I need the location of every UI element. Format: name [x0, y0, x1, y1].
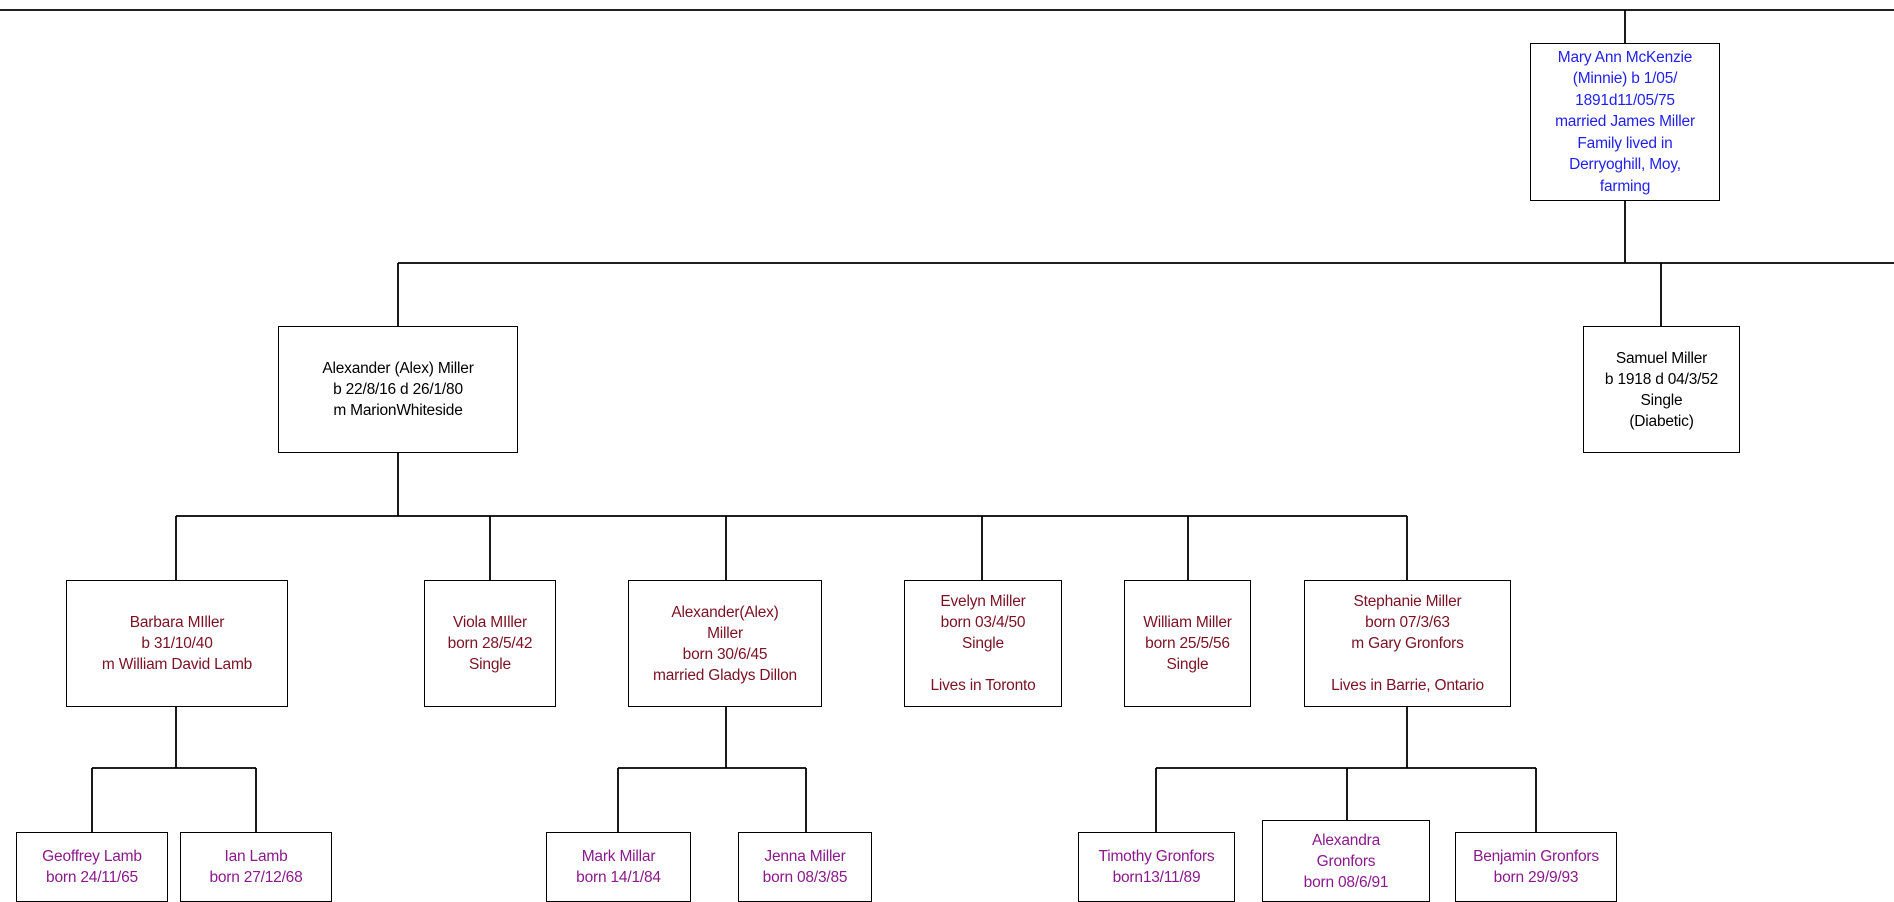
person-text-line: Samuel Miller	[1615, 349, 1708, 367]
person-text-line: married Gladys Dillon	[653, 666, 797, 684]
person-text-line: Viola MIller	[453, 614, 527, 631]
person-text-line: married James Miller	[1555, 113, 1695, 131]
person-text-line: Geoffrey Lamb	[42, 848, 142, 865]
person-box-jenna-miller	[738, 832, 872, 902]
person-text-line: born 08/3/85	[762, 869, 848, 886]
person-text-line: Evelyn Miller	[940, 593, 1026, 610]
person-text-line: born 03/4/50	[940, 614, 1026, 631]
person-text-line: b 22/8/16 d 26/1/80	[333, 381, 463, 398]
person-box-william-miller	[1124, 580, 1251, 707]
person-box-stephanie-miller	[1304, 580, 1511, 707]
person-text-line: Alexander (Alex) Miller	[322, 360, 474, 377]
person-text-line: born 24/11/65	[46, 869, 138, 886]
person-text-line: (Minnie) b 1/05/	[1572, 70, 1678, 88]
person-text-line: born 28/5/42	[447, 635, 533, 652]
person-box-ian-lamb	[180, 832, 332, 902]
person-box-mary-ann-mckenzie	[1530, 43, 1720, 201]
person-text-line: Family lived in	[1577, 134, 1673, 152]
person-text-line: Ian Lamb	[224, 848, 288, 865]
person-text-line: m Gary Gronfors	[1351, 635, 1464, 652]
person-text-line: Lives in Barrie, Ontario	[1331, 677, 1484, 694]
person-text-line: born 25/5/56	[1145, 635, 1230, 652]
person-text-line: born 27/12/68	[209, 869, 303, 886]
person-text-line: Single	[1640, 391, 1683, 409]
person-text-line: 1891d11/05/75	[1575, 91, 1675, 109]
person-text-line: m MarionWhiteside	[333, 402, 463, 419]
person-text-line: born 29/9/93	[1493, 869, 1579, 886]
person-text-line: born 08/6/91	[1303, 873, 1389, 891]
person-text-line: Alexandra	[1312, 831, 1380, 849]
person-text-line: Derryoghill, Moy,	[1569, 156, 1681, 174]
person-box-samuel-miller	[1583, 326, 1740, 453]
person-box-viola-miller	[424, 580, 556, 707]
person-text-line: b 1918 d 04/3/52	[1604, 370, 1719, 388]
person-box-alexander-miller-jr	[628, 580, 822, 707]
person-text-line: (Diabetic)	[1629, 412, 1694, 430]
person-text-line: Barbara MIller	[129, 614, 225, 631]
person-text-line: Stephanie Miller	[1353, 593, 1462, 610]
person-box-geoffrey-lamb	[16, 832, 168, 902]
person-text-line: born 07/3/63	[1365, 614, 1450, 631]
person-text-line: farming	[1599, 177, 1651, 195]
person-text-line: Single	[469, 656, 511, 673]
person-box-alexandra-gronfors	[1262, 820, 1430, 902]
person-text-line: Mark Millar	[581, 848, 656, 865]
person-text-line: Single	[962, 635, 1004, 652]
person-text-line: Timothy Gronfors	[1098, 848, 1215, 865]
person-text-line: Miller	[707, 624, 743, 642]
person-text-line: William Miller	[1143, 614, 1232, 631]
person-text-line: Benjamin Gronfors	[1473, 848, 1599, 865]
person-box-alexander-miller-sr	[278, 326, 518, 453]
person-text-line: Alexander(Alex)	[671, 603, 779, 621]
person-text-line: Lives in Toronto	[930, 677, 1036, 694]
person-box-benjamin-gronfors	[1455, 832, 1617, 902]
person-box-mark-millar	[546, 832, 691, 902]
person-box-barbara-miller	[66, 580, 288, 707]
person-text-line: b 31/10/40	[141, 635, 213, 652]
person-box-timothy-gronfors	[1078, 832, 1235, 902]
person-text-line: born13/11/89	[1112, 869, 1201, 886]
person-text-line: born 14/1/84	[576, 869, 661, 886]
person-text-line: born 30/6/45	[682, 645, 768, 663]
person-text-line: Gronfors	[1316, 852, 1376, 870]
person-text-line: Single	[1166, 656, 1209, 673]
person-text-line: Mary Ann McKenzie	[1557, 48, 1693, 66]
person-text-line: Jenna Miller	[764, 848, 846, 865]
person-box-evelyn-miller	[904, 580, 1062, 707]
person-text-line: m William David Lamb	[101, 656, 253, 673]
